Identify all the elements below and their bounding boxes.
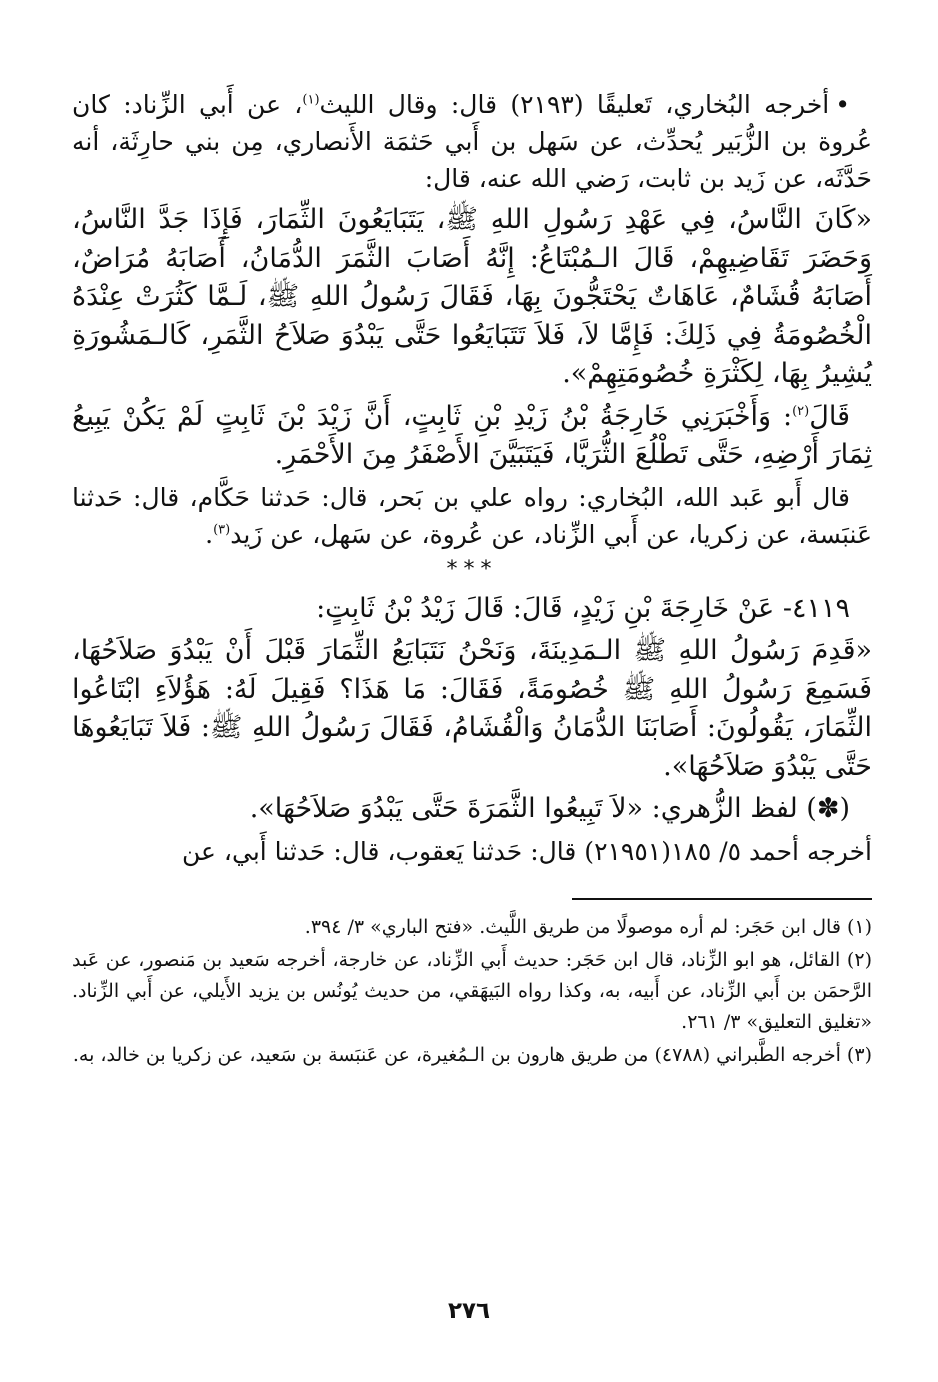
section-separator: *** <box>446 556 498 582</box>
intro-paragraph <box>72 86 872 197</box>
qala-word: قَالَ <box>809 400 850 432</box>
hadith-text-2: «قَدِمَ رَسُولُ اللهِ ﷺ الـمَدِينَةَ، وَنَحْنُ نَتَبَايَعُ الثِّمَارَ قَبْلَ أَنْ يَبْدُوَ صَلاَحُهَا، فَسَمِعَ رَسُولُ اللهِ ﷺ خُصُومَةً، فَقَالَ: مَا هَذَا؟ فَقِيلَ لَهُ: هَؤُلاَءِ ابْتَاعُوا الثِّمَارَ، يَقُولُونَ: أَصَابَنَا الدُّمَانُ وَالْقُشَامُ، فَقَالَ رَسُولُ اللهِ ﷺ: فَلاَ تَبَايَعُوهَا حَتَّى يَبْدُوَ صَلاَحُهَا». <box>72 635 872 782</box>
footnote-1: (١) قال ابن حَجَر: لم أره موصولًا من طريق اللَّيث. «فتح الباري» ٣/ ٣٩٤. <box>304 915 872 938</box>
footnote-2: (٢) القائل، هو ابو الزِّناد، قال ابن حَجَر: حديث أَبي الزِّناد، عن خارجة، أخرجه سَعيد بن مَنصور، عن عَبد الرَّحمَن بن أَبي الزِّناد، عن أَبيه، به، وكذا رواه البَيهَقي، من حديث يُونُس بن يزيد الأَيلي، عن أَبي الزِّناد. «تغليق التعليق» ٣/ ٢٦١. <box>72 948 872 1033</box>
zuhri-wording: (✽) لفظ الزُّهري: «لاَ تَبِيعُوا الثَّمَرَةَ حَتَّى يَبْدُوَ صَلاَحُهَا». <box>249 793 850 824</box>
page-number: ٢٧٦ <box>447 1298 491 1324</box>
page-content <box>72 86 872 1073</box>
footnote-divider <box>572 898 872 900</box>
intro-text-rest: ، عن أَبي الزِّناد: كان عُروة بن الزُّبَير يُحدِّث، عن سَهل بن أَبي حَثمَة الأَنصاري، مِن بني حارِثَة، أنه حَدَّثَه، عن زَيد بن ثابت، رَضي الله عنه، قال: <box>72 90 872 193</box>
bukhari-note: قال أَبو عَبد الله، البُخاري: رواه علي بن بَحر، قال: حَدثنا حَكَّام، قال: حَدثنا عَنبَسة، عن زكريا، عن أَبي الزِّناد، عن عُروة، عن سَهل، عن زَيد$^{(٣)}$. <box>72 482 872 549</box>
qala-paragraph <box>72 398 872 475</box>
footnote-ref-1[interactable]: (١) <box>302 92 320 108</box>
ahmad-takhrij: أخرجه أحمد ٥/ ١٨٥(٢١٩٥١) قال: حَدثنا يَعقوب، قال: حَدثنا أَبي، عن <box>182 836 872 866</box>
bukhari-note-text: قال أَبو عَبد الله، البُخاري: رواه علي بن بَحر، قال: حَدثنا حَكَّام، قال: حَدثنا عَنبَسة، عن زكريا، عن أَبي الزِّناد، عن عُروة، عن سَهل، عن زَيد <box>72 482 872 549</box>
intro-text: أخرجه البُخاري، تَعليقًا (٢١٩٣) قال: وقال الليث <box>319 90 830 119</box>
hadith-heading: ٤١١٩- عَنْ خَارِجَةَ بْنِ زَيْدٍ، قَالَ: قَالَ زَيْدُ بْنُ ثَابِتٍ: <box>316 592 850 624</box>
footnote-ref-2[interactable]: (٢) <box>792 403 810 419</box>
footnote-3: (٣) أخرجه الطَّبراني (٤٧٨٨) من طريق هارون بن الـمُغيرة، عن عَنبَسة بن سَعيد، عن زكريا بن خالد، به. <box>72 1043 872 1066</box>
hadith-text-1: «كَانَ النَّاسُ، فِي عَهْدِ رَسُولِ اللهِ ﷺ، يَتَبَايَعُونَ الثِّمَارَ، فَإِذَا جَدَّ النَّاسُ، وَحَضَرَ تَقَاضِيهِمْ، قَالَ الـمُبْتَاعُ: إِنَّهُ أَصَابَ الثَّمَرَ الدُّمَانُ، أَصَابَهُ مُرَاضٌ، أَصَابَهُ قُشَامٌ، عَاهَاتٌ يَحْتَجُّونَ بِهَا، فَقَالَ رَسُولُ اللهِ ﷺ، لَـمَّا كَثُرَتْ عِنْدَهُ الْخُصُومَةُ فِي ذَلِكَ: فَإِمَّا لاَ، فَلاَ تَتَبَايَعُوا حَتَّى يَبْدُوَ صَلاَحُ الثَّمَرِ، كَالـمَشُورَةِ يُشِيرُ بِهَا، لِكَثْرَةِ خُصُومَتِهِمْ». <box>72 204 873 389</box>
footnote-ref-3[interactable]: (٣) <box>213 522 231 538</box>
qala-text: : وَأَخْبَرَنِي خَارِجَةُ بْنُ زَيْدِ بْنِ ثَابِتٍ، أَنَّ زَيْدَ بْنَ ثَابِتٍ لَمْ يَكُنْ يَبِيعُ ثِمَارَ أَرْضِهِ، حَتَّى تَطْلُعَ الثُّرَيَّا، فَيَتَبَيَّنَ الأَصْفَرُ مِنَ الأَحْمَرِ. <box>72 400 872 470</box>
bullet-icon: • <box>835 90 850 119</box>
